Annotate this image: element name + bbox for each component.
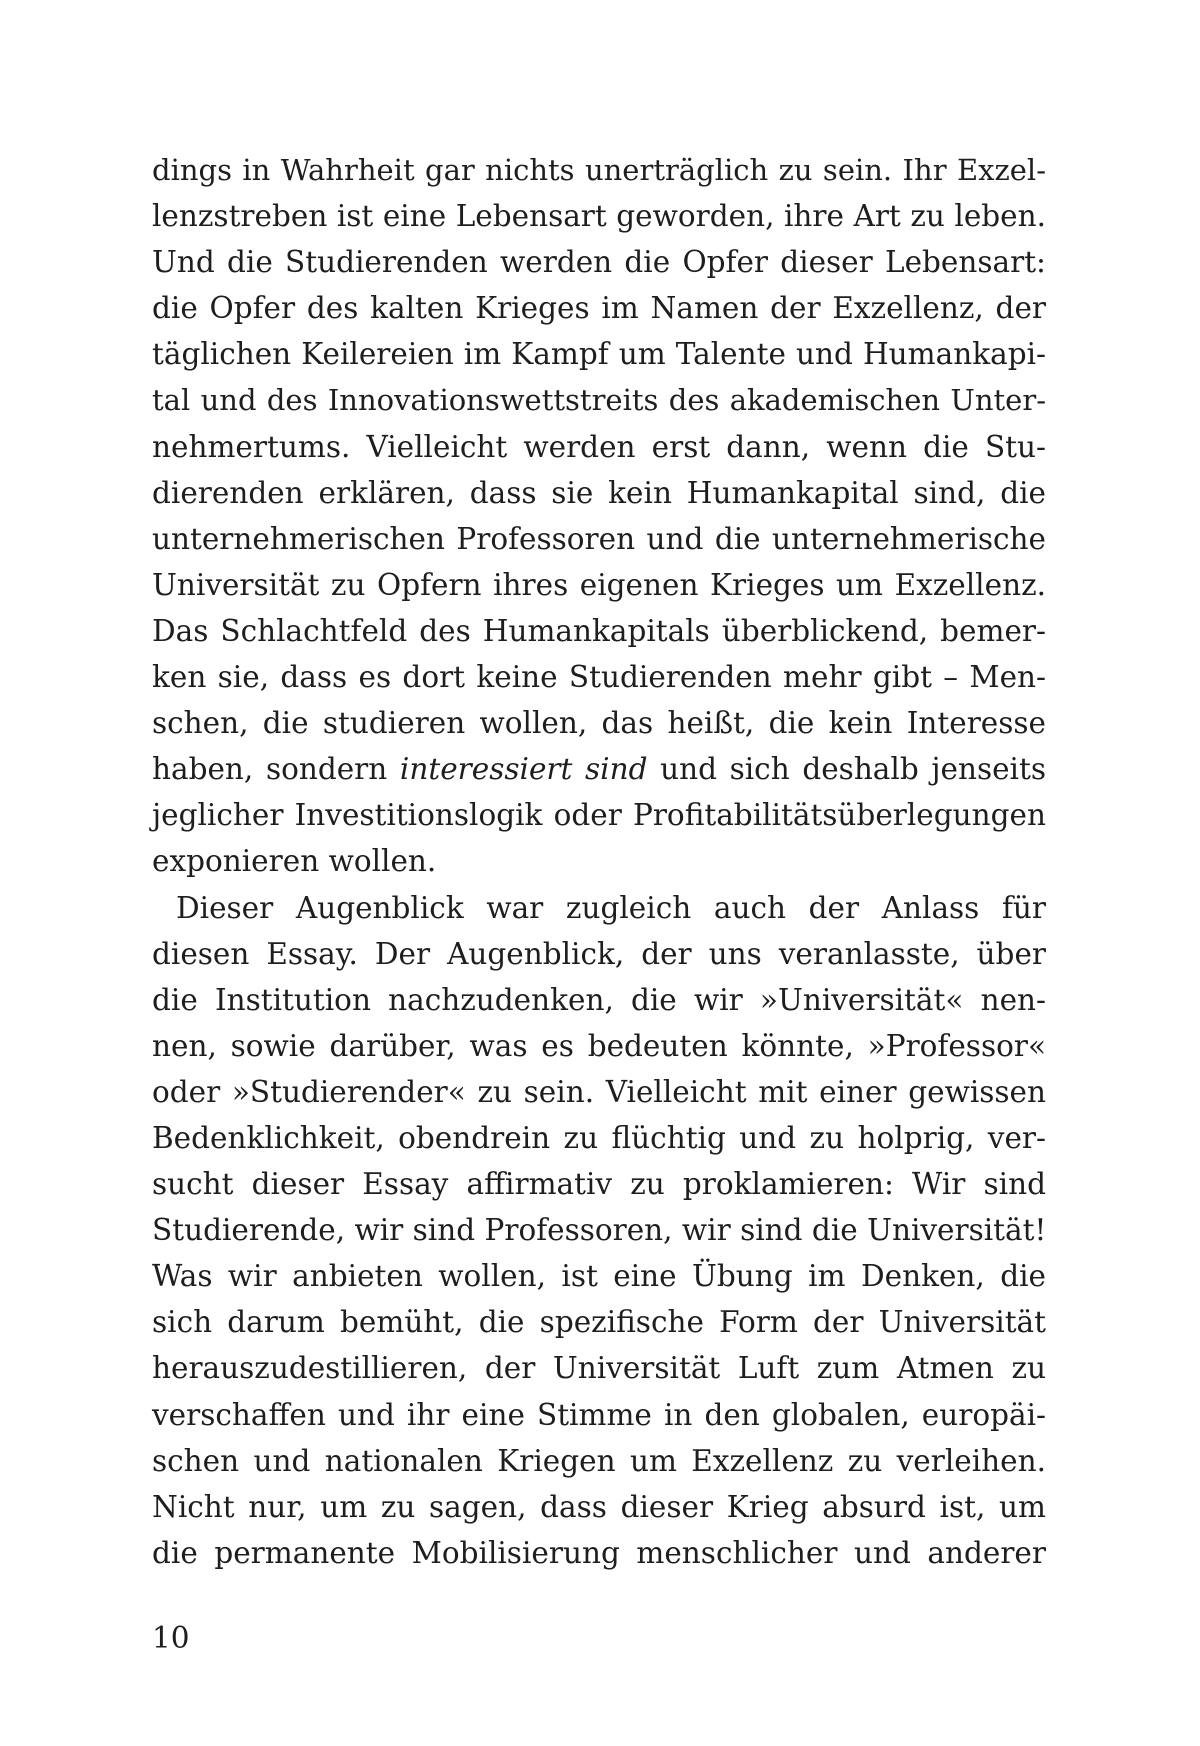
- text-line: lenzstreben ist eine Lebensart geworden, ihre Art zu leben.: [152, 199, 1046, 234]
- text-line: die permanente Mobilisierung menschlicher und anderer: [152, 1535, 1046, 1570]
- text-line: nen, sowie darüber, was es bedeuten könnte, »Professor«: [152, 1028, 1046, 1063]
- text-segment: haben, sondern: [152, 752, 400, 787]
- text-line: sich darum bemüht, die spezifische Form der Universität: [152, 1305, 1046, 1340]
- text-line: schen und nationalen Kriegen um Exzellenz zu verleihen.: [152, 1443, 1046, 1478]
- text-line: Was wir anbieten wollen, ist eine Übung im Denken, die: [152, 1259, 1046, 1294]
- paragraph-1: [152, 147, 1046, 885]
- text-line: diesen Essay. Der Augenblick, der uns veranlasste, über: [152, 936, 1046, 971]
- text-line-with-emphasis: [152, 746, 1046, 792]
- text-line: Nicht nur, um zu sagen, dass dieser Krieg absurd ist, um: [152, 1489, 1046, 1524]
- emphasized-text: interessiert sind: [399, 752, 648, 787]
- text-line: verschaffen und ihr eine Stimme in den globalen, europäi-: [152, 1397, 1046, 1432]
- text-line: dierenden erklären, dass sie kein Humankapital sind, die: [152, 475, 1046, 510]
- text-line: Studierende, wir sind Professoren, wir sind die Universität!: [152, 1213, 1047, 1248]
- text-line: täglichen Keilereien im Kampf um Talente und Humankapi-: [152, 337, 1046, 372]
- text-line: Bedenklichkeit, obendrein zu flüchtig und zu holprig, ver-: [152, 1120, 1046, 1155]
- text-line: Und die Studierenden werden die Opfer dieser Lebensart:: [152, 245, 1046, 280]
- text-line: exponieren wollen.: [152, 844, 437, 879]
- text-line: Das Schlachtfeld des Humankapitals überblickend, bemer-: [152, 613, 1046, 648]
- text-line: die Opfer des kalten Krieges im Namen der Exzellenz, der: [152, 291, 1046, 326]
- paragraph-2: [152, 885, 1046, 1576]
- text-line: Dieser Augenblick war zugleich auch der Anlass für: [176, 890, 1046, 925]
- text-line: dings in Wahrheit gar nichts unerträglich zu sein. Ihr Exzel-: [152, 153, 1046, 187]
- text-segment: und sich deshalb jenseits: [647, 752, 1046, 787]
- text-line: schen, die studieren wollen, das heißt, die kein Interesse: [152, 706, 1046, 741]
- text-line: sucht dieser Essay affirmativ zu proklamieren: Wir sind: [152, 1167, 1046, 1202]
- text-line: oder »Studierender« zu sein. Vielleicht mit einer gewissen: [152, 1074, 1046, 1109]
- text-line: jeglicher Investitionslogik oder Profitabilitätsüberlegungen: [152, 798, 1046, 833]
- text-line: nehmertums. Vielleicht werden erst dann, wenn die Stu-: [152, 429, 1046, 464]
- body-text: [152, 147, 1046, 1576]
- text-line: unternehmerischen Professoren und die unternehmerische: [152, 521, 1046, 556]
- text-line: Universität zu Opfern ihres eigenen Krieges um Exzellenz.: [152, 567, 1046, 602]
- text-line: tal und des Innovationswettstreits des akademischen Unter-: [152, 383, 1046, 418]
- page-number: 10: [152, 1621, 190, 1655]
- text-line: ken sie, dass es dort keine Studierenden mehr gibt – Men-: [152, 660, 1046, 695]
- text-line: herauszudestillieren, der Universität Luft zum Atmen zu: [152, 1351, 1046, 1386]
- text-line: die Institution nachzudenken, die wir »Universität« nen-: [152, 982, 1046, 1017]
